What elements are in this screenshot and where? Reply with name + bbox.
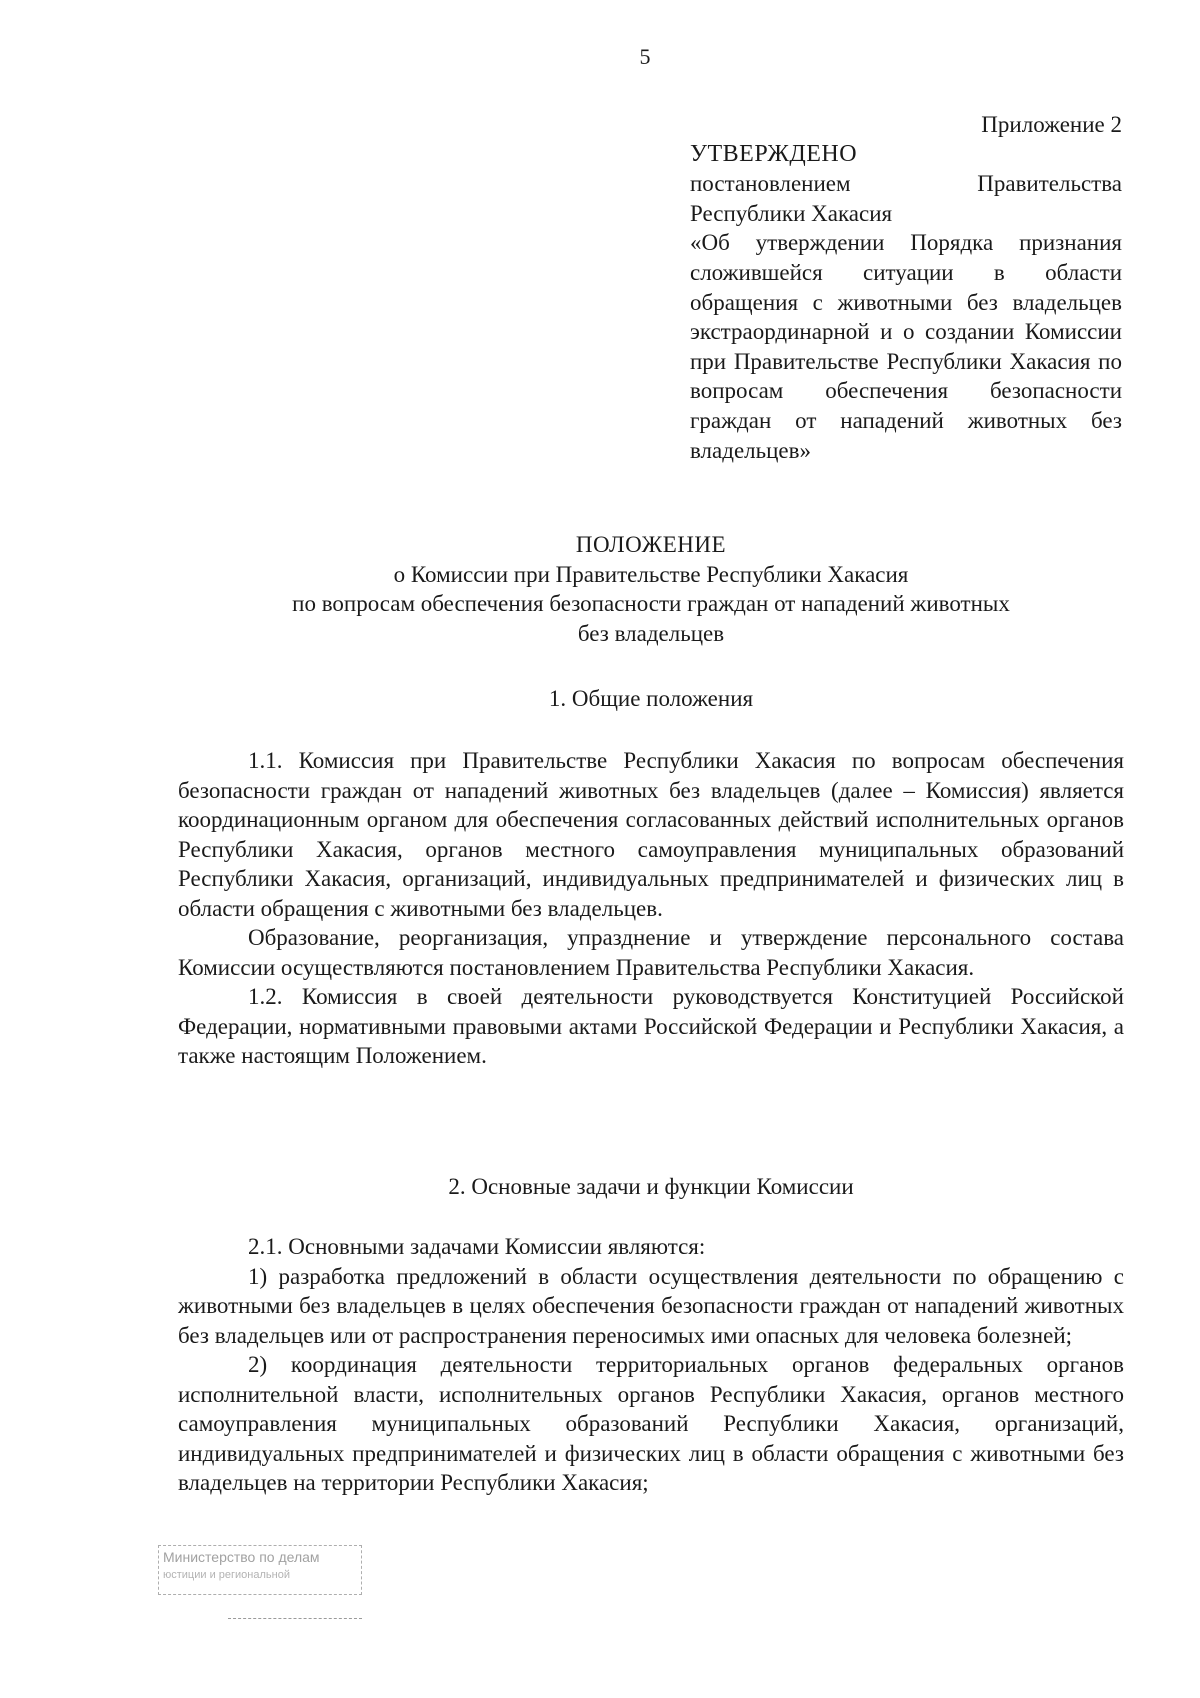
paragraph-2-1-2: 2) координация деятельности территориальных органов федеральных органов исполнительной власти, исполнительных органов Республики Хакасия, органов местного самоуправления муниципальных образований Республики Хакасия, организаций, индивидуальных предпринимателей и физических лиц в области обращения с животными без владельцев на территории Республики Хакасия; — [178, 1352, 1124, 1495]
stamp-divider — [228, 1618, 362, 1619]
approval-block — [690, 110, 1122, 465]
section-1-text — [178, 746, 1124, 1071]
stamp-line-1: Министерство по делам — [163, 1549, 320, 1565]
paragraph-2-1-1: 1) разработка предложений в области осуществления деятельности по обращению с животными без владельцев в целях обеспечения безопасности граждан от нападений животных без владельцев или от распространения переносимых ими опасных для человека болезней; — [178, 1263, 1124, 1348]
approval-line-1: постановлением Правительства — [690, 171, 1122, 197]
document-title-block — [180, 530, 1122, 648]
section-2-text — [178, 1232, 1124, 1498]
stamp-line-2: юстиции и региональной — [163, 1569, 290, 1581]
registration-stamp — [158, 1545, 362, 1595]
paragraph-1-2: 1.2. Комиссия в своей деятельности руководствуется Конституцией Российской Федерации, нормативными правовыми актами Российской Федерации и Республики Хакасия, а также настоящим Положением. — [178, 984, 1124, 1068]
paragraph-1-1-b: Образование, реорганизация, упразднение и утверждение персонального состава Комиссии осуществляются постановлением Правительства Республики Хакасия. — [178, 925, 1124, 980]
document-subtitle-line-1: о Комиссии при Правительстве Республики Хакасия — [393, 561, 909, 587]
section-2-heading: 2. Основные задачи и функции Комиссии — [448, 1174, 854, 1199]
appendix-label: Приложение 2 — [981, 112, 1122, 137]
approval-resolution-title: «Об утверждении Порядка признания сложившейся ситуации в области обращения с животными без владельцев экстраординарной и о создании Комиссии при Правительстве Республики Хакасия по вопросам обеспечения безопасности граждан от нападений животных без владельцев» — [690, 230, 1122, 463]
paragraph-2-1: 2.1. Основными задачами Комиссии являются: — [248, 1234, 706, 1259]
document-subtitle-line-3: без владельцев — [577, 620, 725, 646]
section-1-heading: 1. Общие положения — [548, 686, 754, 711]
approval-line-2: Республики Хакасия — [690, 200, 893, 226]
approved-heading: УТВЕРЖДЕНО — [690, 140, 858, 167]
page-number: 5 — [639, 44, 651, 69]
document-title: ПОЛОЖЕНИЕ — [575, 532, 727, 557]
paragraph-1-1: 1.1. Комиссия при Правительстве Республики Хакасия по вопросам обеспечения безопасности граждан от нападений животных без владельцев (далее – Комиссия) является координационным органом для обеспечения согласованных действий исполнительных органов Республики Хакасия, органов местного самоуправления муниципальных образований Республики Хакасия, организаций, индивидуальных предпринимателей и физических лиц в области обращения с животными без владельцев. — [178, 748, 1124, 921]
document-subtitle-line-2: по вопросам обеспечения безопасности граждан от нападений животных — [292, 591, 1010, 616]
